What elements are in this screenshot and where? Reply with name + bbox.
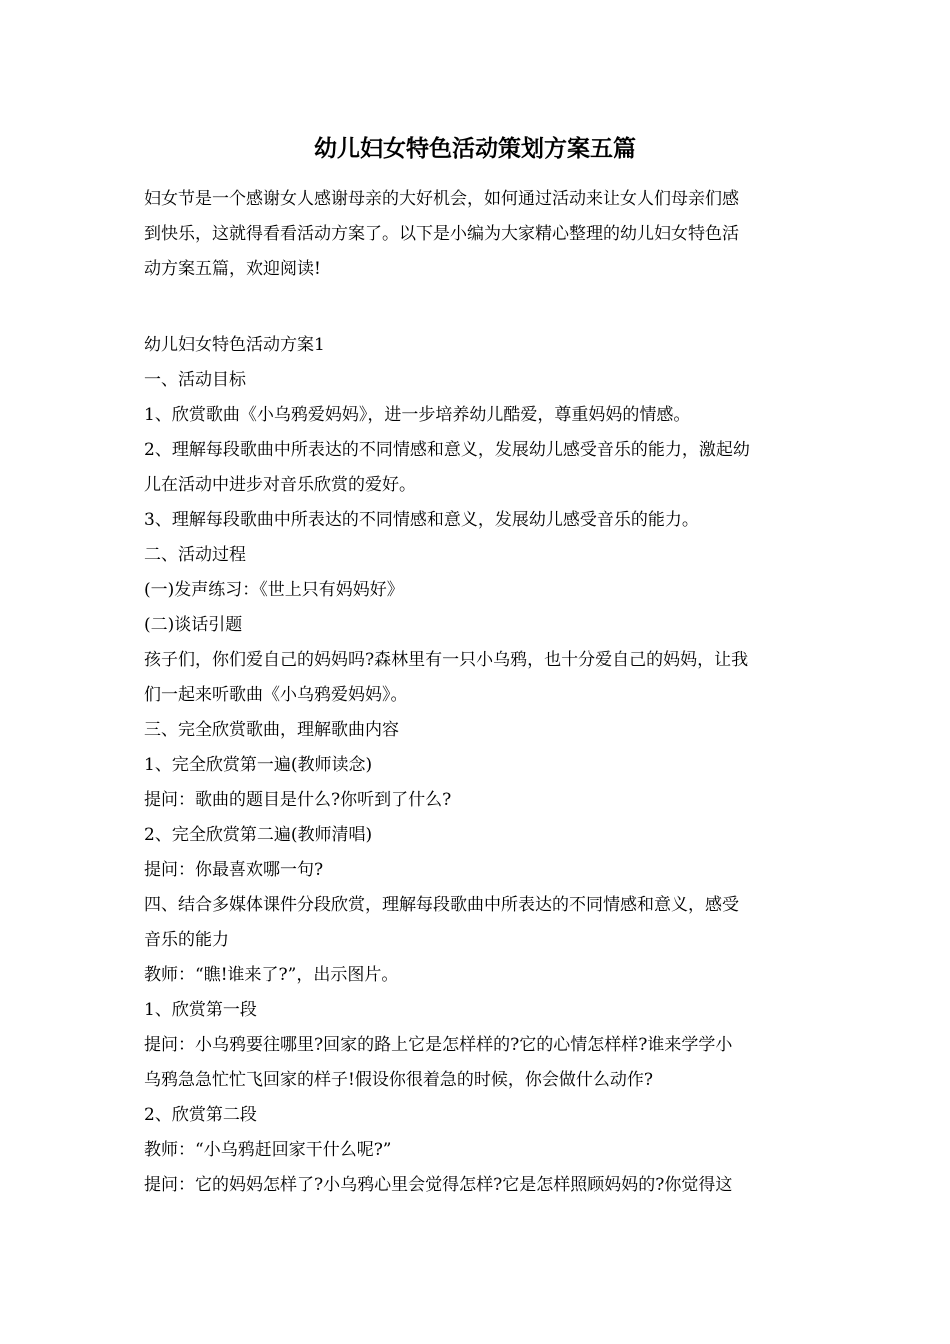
subheading: 二、活动过程 xyxy=(144,545,246,565)
subheading: 四、结合多媒体课件分段欣赏，理解每段歌曲中所表达的不同情感和意义，感受 xyxy=(144,895,739,915)
subheading: 三、完全欣赏歌曲，理解歌曲内容 xyxy=(144,720,399,740)
text-line: 教师：“小乌鸦赶回家干什么呢?” xyxy=(144,1140,392,1160)
text-line: 2、欣赏第二段 xyxy=(144,1105,257,1125)
text-line: 1、欣赏第一段 xyxy=(144,1000,257,1020)
intro-line: 到快乐，这就得看看活动方案了。以下是小编为大家精心整理的幼儿妇女特色活 xyxy=(144,224,739,244)
text-line: (二)谈话引题 xyxy=(144,615,243,635)
document-title: 幼儿妇女特色活动策划方案五篇 xyxy=(314,135,636,162)
intro-line: 妇女节是一个感谢女人感谢母亲的大好机会，如何通过活动来让女人们母亲们感 xyxy=(144,189,739,209)
text-line: 儿在活动中进步对音乐欣赏的爱好。 xyxy=(144,475,416,495)
text-line: 教师：“瞧!谁来了?”，出示图片。 xyxy=(144,965,399,985)
text-line: 1、欣赏歌曲《小乌鸦爱妈妈》，进一步培养幼儿酷爱，尊重妈妈的情感。 xyxy=(144,405,691,425)
text-line: (一)发声练习：《世上只有妈妈好》 xyxy=(144,580,404,600)
text-line: 孩子们，你们爱自己的妈妈吗?森林里有一只小乌鸦，也十分爱自己的妈妈，让我 xyxy=(144,650,749,670)
text-line: 提问：你最喜欢哪一句? xyxy=(144,860,324,880)
subheading: 一、活动目标 xyxy=(144,370,246,390)
section-heading: 幼儿妇女特色活动方案1 xyxy=(144,335,325,355)
text-line: 们一起来听歌曲《小乌鸦爱妈妈》。 xyxy=(144,685,408,705)
text-line: 提问：它的妈妈怎样了?小乌鸦心里会觉得怎样?它是怎样照顾妈妈的?你觉得这 xyxy=(144,1175,733,1195)
text-line: 3、理解每段歌曲中所表达的不同情感和意义，发展幼儿感受音乐的能力。 xyxy=(144,510,699,530)
text-line: 提问：小乌鸦要往哪里?回家的路上它是怎样样的?它的心情怎样样?谁来学学小 xyxy=(144,1035,733,1055)
text-line: 2、理解每段歌曲中所表达的不同情感和意义，发展幼儿感受音乐的能力，激起幼 xyxy=(144,440,750,460)
text-line: 提问：歌曲的题目是什么?你听到了什么? xyxy=(144,790,452,810)
intro-paragraph xyxy=(144,182,814,287)
text-line: 2、完全欣赏第二遍(教师清唱) xyxy=(144,825,373,845)
text-line: 乌鸦急急忙忙飞回家的样子!假设你很着急的时候，你会做什么动作? xyxy=(144,1070,653,1090)
text-line: 1、完全欣赏第一遍(教师读念) xyxy=(144,755,373,775)
document-body xyxy=(144,328,814,1203)
text-line: 音乐的能力 xyxy=(144,930,229,950)
intro-line: 动方案五篇，欢迎阅读! xyxy=(144,259,321,279)
